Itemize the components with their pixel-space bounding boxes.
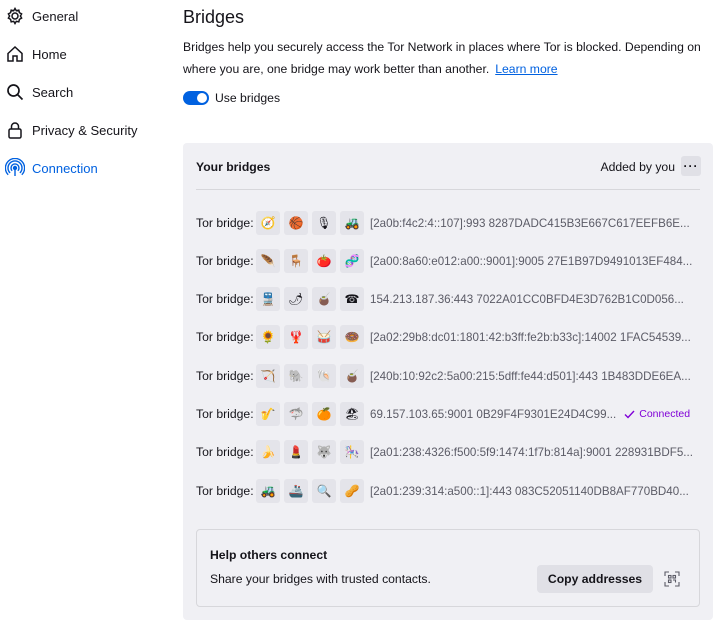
bridge-emoji: 🔍 [312, 479, 336, 503]
search-icon [5, 82, 25, 102]
page-title: Bridges [183, 7, 245, 27]
bridge-emoji: 🚜 [340, 211, 364, 235]
bridge-row [196, 286, 700, 312]
bridge-emoji: 🎙 [312, 211, 336, 235]
bridge-label: Tor bridge: [196, 484, 254, 498]
sidebar-item-privacy-security[interactable] [0, 115, 170, 145]
bridge-label: Tor bridge: [196, 330, 254, 344]
sidebar-item-label: Home [32, 46, 67, 62]
toggle-knob [197, 93, 207, 103]
bridge-emoji: 🚢 [284, 479, 308, 503]
bridge-address: [2a01:238:4326:f500:5f9:1474:1f7b:814a]:9001 228931BDF5... [370, 445, 693, 459]
bridge-emojis [256, 211, 364, 235]
bridge-address: [2a0b:f4c2:4::107]:993 8287DADC415B3E667C617EEFB6E... [370, 216, 690, 230]
connection-icon [5, 158, 25, 178]
bridge-emoji: 🪶 [256, 249, 280, 273]
gear-icon [5, 6, 25, 26]
bridge-address: [2a00:8a60:e012:a00::9001]:9005 27E1B97D9491013EF484... [370, 254, 693, 268]
bridge-address: [2a01:239:314:a500::1]:443 083C52051140DB8AF770BD40... [370, 484, 689, 498]
checkmark-icon [624, 410, 635, 419]
help-title: Help others connect [210, 548, 328, 562]
bridge-emoji: 🎠 [340, 440, 364, 464]
bridge-emoji: 🧭 [256, 211, 280, 235]
bridge-emojis [256, 440, 364, 464]
added-by-label: Added by you [600, 160, 675, 174]
connected-label: Connected [639, 408, 691, 420]
sidebar-item-home[interactable] [0, 39, 170, 69]
bridge-address: [240b:10:92c2:5a00:215:5dff:fe44:d501]:443 1B483DDE6EA... [370, 369, 691, 383]
qr-code-icon[interactable] [663, 570, 681, 588]
bridge-emoji: 🎷 [256, 402, 280, 426]
bridge-emoji: 💄 [284, 440, 308, 464]
more-options-button[interactable]: ··· [681, 156, 701, 176]
bridge-emoji: 🧬 [340, 249, 364, 273]
bridge-emoji: 🌶 [284, 287, 308, 311]
bridge-emoji: 🐚 [312, 364, 336, 388]
divider [196, 189, 700, 190]
bridge-address: 69.157.103.65:9001 0B29F4F9301E24D4C99... [370, 407, 617, 421]
bridge-emoji: 🍌 [256, 440, 280, 464]
bridge-emoji: 🍩 [340, 325, 364, 349]
bridge-emoji: 🌻 [256, 325, 280, 349]
use-bridges-row [183, 88, 280, 108]
bridge-row [196, 324, 700, 350]
bridge-row [196, 478, 700, 504]
bridge-emojis [256, 479, 364, 503]
bridge-emoji: 🧉 [340, 364, 364, 388]
bridge-emojis [256, 402, 364, 426]
sidebar-item-connection[interactable] [0, 153, 170, 183]
bridge-emoji: 🚆 [256, 287, 280, 311]
bridge-label: Tor bridge: [196, 292, 254, 306]
bridge-emoji: 🐘 [284, 364, 308, 388]
bridge-label: Tor bridge: [196, 216, 254, 230]
lock-icon [5, 120, 25, 140]
bridge-emoji: 🏖 [340, 402, 364, 426]
description-text: Bridges help you securely access the Tor Network in places where Tor is blocked. Depending on where you are, one bridge may work better than another. [183, 40, 701, 76]
sidebar-item-search[interactable] [0, 77, 170, 107]
bridge-emoji: 🐺 [312, 440, 336, 464]
bridge-row [196, 363, 700, 389]
copy-addresses-button[interactable]: Copy addresses [537, 565, 653, 593]
bridge-emoji: 🍊 [312, 402, 336, 426]
bridge-label: Tor bridge: [196, 407, 254, 421]
bridge-emojis [256, 325, 364, 349]
help-text: Share your bridges with trusted contacts. [210, 572, 431, 586]
card-title: Your bridges [196, 160, 271, 174]
bridge-row [196, 439, 700, 465]
sidebar [0, 0, 170, 625]
use-bridges-label: Use bridges [215, 91, 281, 105]
home-icon [5, 44, 25, 64]
bridge-emojis [256, 287, 364, 311]
connected-status [624, 408, 690, 420]
sidebar-item-label: Search [32, 84, 74, 100]
bridge-emoji: 🥁 [312, 325, 336, 349]
learn-more-link[interactable]: Learn more [495, 62, 558, 76]
help-others-connect-box [196, 529, 700, 607]
sidebar-item-label: Connection [32, 160, 98, 176]
bridge-emoji: 🪑 [284, 249, 308, 273]
bridge-emoji: ☎ [340, 287, 364, 311]
bridges-description [183, 36, 703, 80]
bridge-row [196, 210, 700, 236]
bridge-label: Tor bridge: [196, 254, 254, 268]
bridge-emoji: 🏹 [256, 364, 280, 388]
bridge-row-connected [196, 401, 700, 427]
bridge-label: Tor bridge: [196, 445, 254, 459]
bridge-emoji: 🦈 [284, 402, 308, 426]
bridge-emoji: 🚜 [256, 479, 280, 503]
bridge-emojis [256, 249, 364, 273]
bridge-emoji: 🦞 [284, 325, 308, 349]
bridge-address: [2a02:29b8:dc01:1801:42:b3ff:fe2b:b33c]:14002 1FAC54539... [370, 330, 691, 344]
sidebar-item-general[interactable] [0, 1, 170, 31]
your-bridges-card [183, 143, 713, 620]
bridge-row [196, 248, 700, 274]
bridge-emoji: 🏀 [284, 211, 308, 235]
sidebar-item-label: General [32, 8, 79, 24]
bridge-emojis [256, 364, 364, 388]
use-bridges-toggle[interactable] [183, 91, 209, 105]
bridge-address: 154.213.187.36:443 7022A01CC0BFD4E3D762B1C0D056... [370, 292, 684, 306]
bridge-emoji: 🥜 [340, 479, 364, 503]
sidebar-item-label: Privacy & Security [32, 122, 138, 138]
bridge-emoji: 🧉 [312, 287, 336, 311]
bridge-emoji: 🍅 [312, 249, 336, 273]
bridge-label: Tor bridge: [196, 369, 254, 383]
